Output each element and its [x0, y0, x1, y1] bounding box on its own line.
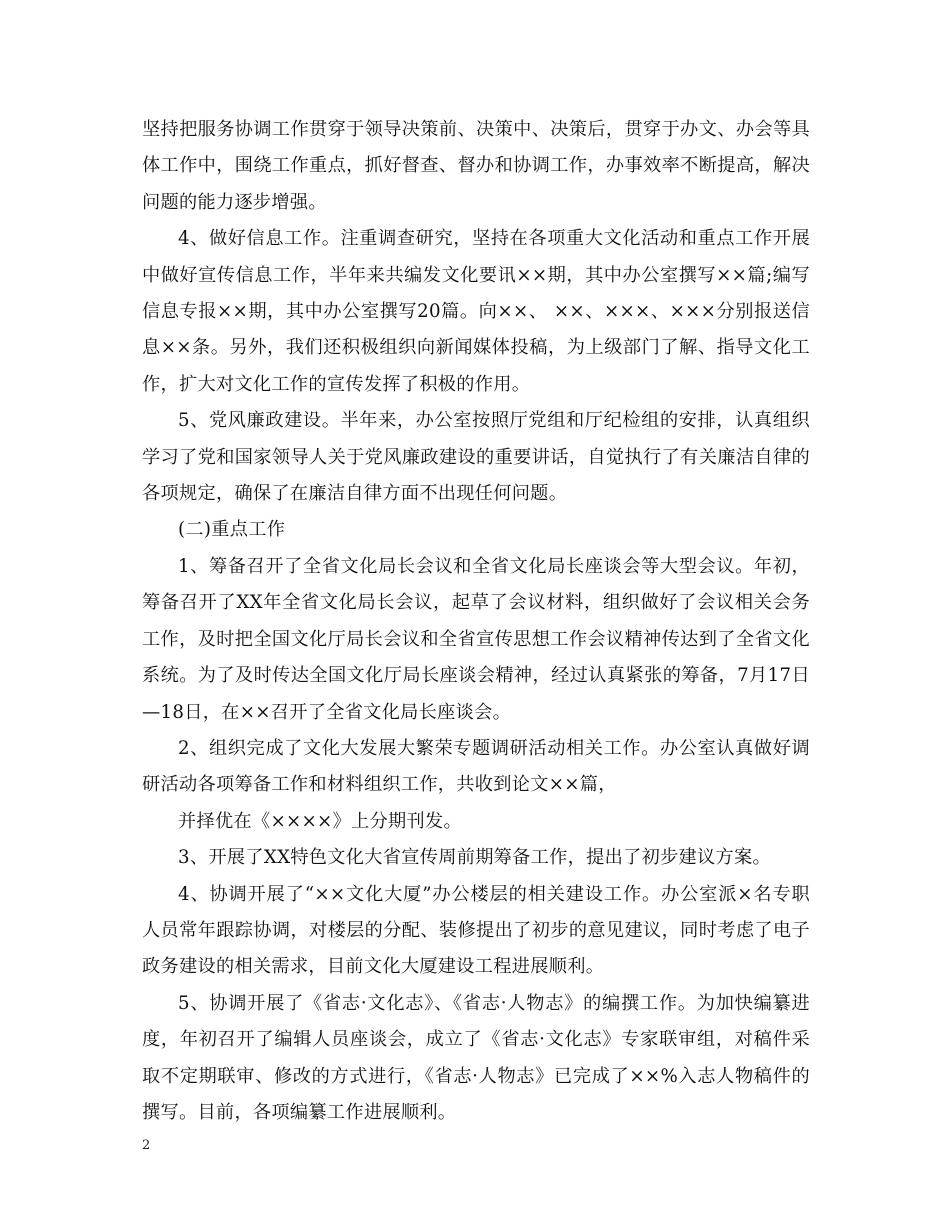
- paragraph-publicity-week: 3、开展了XX特色文化大省宣传周前期筹备工作，提出了初步建议方案。: [178, 847, 771, 869]
- document-body: [142, 112, 810, 1131]
- paragraph-party-conduct: 5、党风廉政建设。半年来，办公室按照厅党组和厅纪检组的安排，认真组织学习了党和国家领导人关于党风廉政建设的重要讲话，自觉执行了有关廉洁自律的各项规定，确保了在廉洁自律方面不出现任何问题。: [142, 410, 810, 505]
- paragraph-publication: 并择优在《××××》上分期刊发。: [178, 810, 463, 832]
- paragraph-continuation: 坚持把服务协调工作贯穿于领导决策前、决策中、决策后，贯穿于办文、办会等具体工作中，围绕工作重点，抓好督查、督办和协调工作，办事效率不断提高，解决问题的能力逐步增强。: [142, 119, 810, 213]
- paragraph-conferences: 1、筹备召开了全省文化局长会议和全省文化局长座谈会等大型会议。年初，筹备召开了XX年全省文化局长会议，起草了会议材料，组织做好了会议相关会务工作，及时把全国文化厅局长会议和全省宣传思想工作会议精神传达到了全省文化系统。为了及时传达全国文化厅局长座谈会精神，经过认真紧张的筹备，7月17日—18日，在××召开了全省文化局长座谈会。: [142, 555, 810, 723]
- paragraph-information-work: 4、做好信息工作。注重调查研究，坚持在各项重大文化活动和重点工作开展中做好宣传信息工作，半年来共编发文化要讯××期，其中办公室撰写××篇;编写信息专报××期，其中办公室撰写20篇。向××、 ××、×××、×××分别报送信息××条。另外，我们还积极组织向新闻媒体投稿，为上级部门了解、指导文化工作，扩大对文化工作的宣传发挥了积极的作用。: [142, 228, 810, 395]
- paragraph-chronicles: 5、协调开展了《省志·文化志》、《省志·人物志》的编撰工作。为加快编纂进度，年初召开了编辑人员座谈会，成立了《省志·文化志》专家联审组，对稿件采取不定期联审、修改的方式进行，《省志·人物志》已完成了××%入志人物稿件的撰写。目前，各项编纂工作进展顺利。: [142, 992, 810, 1123]
- paragraph-research-activity: 2、组织完成了文化大发展大繁荣专题调研活动相关工作。办公室认真做好调研活动各项筹备工作和材料组织工作，共收到论文××篇，: [142, 737, 810, 796]
- paragraph-building-work: 4、协调开展了“××文化大厦”办公楼层的相关建设工作。办公室派×名专职人员常年跟踪协调，对楼层的分配、装修提出了初步的意见建议，同时考虑了电子政务建设的相关需求，目前文化大厦建设工程进展顺利。: [142, 883, 810, 978]
- page-number: 2: [142, 1138, 151, 1153]
- section-heading-key-work: (二)重点工作: [178, 519, 286, 541]
